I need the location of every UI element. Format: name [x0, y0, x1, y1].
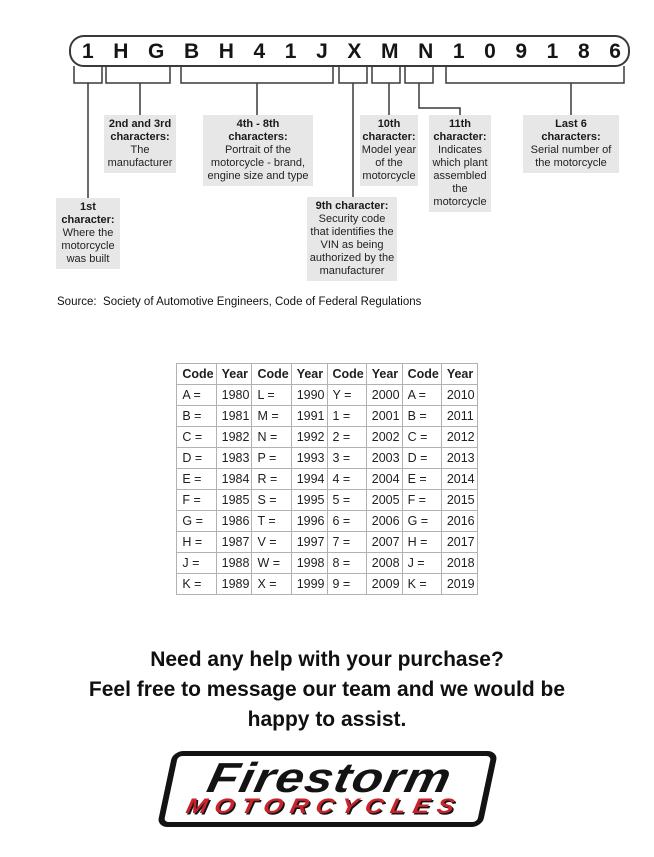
table-cell: 1997	[291, 532, 327, 553]
table-cell: 1 =	[327, 406, 366, 427]
table-cell: J =	[402, 553, 441, 574]
table-cell: G =	[177, 511, 216, 532]
table-cell: T =	[252, 511, 291, 532]
table-cell: 2010	[441, 385, 477, 406]
table-row	[177, 427, 477, 448]
table-row	[177, 574, 477, 595]
label-title-line: 9th character:	[315, 200, 389, 212]
vin-character: 6	[609, 39, 621, 63]
label-body-line: motorcycle	[362, 170, 416, 182]
table-cell: X =	[252, 574, 291, 595]
table-cell: C =	[402, 427, 441, 448]
table-header-cell: Code	[327, 364, 366, 385]
table-cell: 2007	[366, 532, 402, 553]
label-body-line: the motorcycle	[535, 157, 607, 169]
table-cell: 4 =	[327, 469, 366, 490]
table-cell: 2006	[366, 511, 402, 532]
table-cell: B =	[177, 406, 216, 427]
label-title-line: 11th	[448, 118, 471, 130]
table-cell: S =	[252, 490, 291, 511]
table-cell: 1983	[216, 448, 252, 469]
label-title-line: 4th - 8th	[236, 118, 280, 130]
label-title-line: characters:	[228, 131, 288, 143]
label-body-line: Serial number of	[530, 144, 612, 156]
label-body-line: that identifies the	[310, 226, 394, 238]
table-cell: 1984	[216, 469, 252, 490]
label-body-line: was built	[66, 253, 110, 265]
table-cell: 1986	[216, 511, 252, 532]
table-header-cell: Code	[177, 364, 216, 385]
table-cell: 5 =	[327, 490, 366, 511]
table-header-cell: Year	[291, 364, 327, 385]
table-cell: R =	[252, 469, 291, 490]
vin-character: X	[347, 39, 362, 63]
table-cell: 1988	[216, 553, 252, 574]
table-cell: D =	[402, 448, 441, 469]
label-title-line: characters:	[541, 131, 601, 143]
table-cell: 2002	[366, 427, 402, 448]
table-cell: 1994	[291, 469, 327, 490]
table-header-cell: Year	[216, 364, 252, 385]
label-title-line: Last 6	[555, 118, 587, 130]
table-cell: 2008	[366, 553, 402, 574]
table-cell: A =	[402, 385, 441, 406]
table-cell: Y =	[327, 385, 366, 406]
table-cell: H =	[402, 532, 441, 553]
table-cell: 2016	[441, 511, 477, 532]
label-body-line: motorcycle - brand,	[210, 157, 306, 169]
label-body-line: Model year	[361, 144, 417, 156]
help-message	[0, 645, 654, 735]
table-cell: 1996	[291, 511, 327, 532]
help-message-line: Need any help with your purchase?	[150, 648, 504, 671]
firestorm-logo	[0, 751, 654, 827]
vin-characters	[71, 41, 628, 62]
label-box-4th-8th-characters	[203, 115, 313, 186]
logo-sticker	[156, 751, 497, 827]
table-header-cell: Code	[252, 364, 291, 385]
table-row	[177, 448, 477, 469]
table-cell: L =	[252, 385, 291, 406]
table-row	[177, 553, 477, 574]
table-cell: 1985	[216, 490, 252, 511]
table-header-row	[177, 364, 477, 385]
table-cell: 1999	[291, 574, 327, 595]
table-cell: 1981	[216, 406, 252, 427]
label-body-line: assembled	[433, 170, 487, 182]
label-body-line: the	[452, 183, 468, 195]
table-cell: 2003	[366, 448, 402, 469]
label-body-line: manufacturer	[319, 265, 385, 277]
table-cell: F =	[177, 490, 216, 511]
table-cell: 1990	[291, 385, 327, 406]
table-cell: 2015	[441, 490, 477, 511]
vin-character: B	[183, 39, 200, 63]
table-cell: F =	[402, 490, 441, 511]
table-header-cell: Code	[402, 364, 441, 385]
label-body-line: authorized by the	[309, 252, 395, 264]
label-body-line: Where the	[62, 227, 114, 239]
table-row	[177, 406, 477, 427]
label-body-line: manufacturer	[107, 157, 173, 169]
table-cell: 2005	[366, 490, 402, 511]
table-cell: 1987	[216, 532, 252, 553]
label-body-line: motorcycle	[61, 240, 115, 252]
table-cell: 1991	[291, 406, 327, 427]
table-cell: V =	[252, 532, 291, 553]
vin-character: G	[148, 39, 165, 63]
label-body-line: Portrait of the	[224, 144, 292, 156]
table-cell: 8 =	[327, 553, 366, 574]
logo-subtitle: MOTORCYCLES	[183, 795, 464, 818]
table-cell: 1992	[291, 427, 327, 448]
label-body-line: The	[130, 144, 150, 156]
vin-character: 1	[284, 39, 297, 63]
table-cell: 6 =	[327, 511, 366, 532]
table-cell: K =	[177, 574, 216, 595]
help-message-line: happy to assist.	[247, 708, 407, 731]
label-box-1st-character	[56, 198, 120, 269]
table-cell: D =	[177, 448, 216, 469]
table-row	[177, 511, 477, 532]
table-cell: 2014	[441, 469, 477, 490]
label-box-10th-character	[360, 115, 418, 186]
vin-character: J	[316, 39, 328, 63]
label-body-line: VIN as being	[320, 239, 384, 251]
label-title-line: 1st	[80, 201, 96, 213]
table-header-cell: Year	[441, 364, 477, 385]
table-cell: 2000	[366, 385, 402, 406]
label-body-line: of the	[375, 157, 403, 169]
table-cell: 1995	[291, 490, 327, 511]
table-cell: 3 =	[327, 448, 366, 469]
table-cell: 2009	[366, 574, 402, 595]
vin-character: H	[113, 39, 129, 63]
vin-box	[69, 35, 630, 67]
table-cell: A =	[177, 385, 216, 406]
table-cell: 2 =	[327, 427, 366, 448]
table-cell: 2017	[441, 532, 477, 553]
table-cell: J =	[177, 553, 216, 574]
label-body-line: Indicates	[437, 144, 483, 156]
table-cell: 1993	[291, 448, 327, 469]
table-row	[177, 469, 477, 490]
table-cell: E =	[402, 469, 441, 490]
vin-breakdown-diagram	[0, 0, 654, 330]
table-cell: 7 =	[327, 532, 366, 553]
table-cell: 9 =	[327, 574, 366, 595]
table-row	[177, 490, 477, 511]
year-table-body	[177, 385, 477, 595]
table-cell: 2019	[441, 574, 477, 595]
vin-character: 1	[546, 39, 559, 63]
table-cell: 2018	[441, 553, 477, 574]
label-title-line: character:	[61, 214, 115, 226]
table-cell: 2013	[441, 448, 477, 469]
vin-character: H	[218, 39, 234, 63]
source-note: Source: Society of Automotive Engineers, Code of Federal Regulations	[57, 296, 422, 308]
table-cell: 2004	[366, 469, 402, 490]
table-cell: E =	[177, 469, 216, 490]
table-cell: 1989	[216, 574, 252, 595]
table-cell: H =	[177, 532, 216, 553]
year-table-header	[177, 364, 477, 385]
vin-character: 0	[484, 39, 496, 63]
table-cell: 1998	[291, 553, 327, 574]
table-cell: 2001	[366, 406, 402, 427]
logo-wordmark: Firestorm	[202, 754, 457, 801]
table-cell: K =	[402, 574, 441, 595]
label-box-9th-character	[307, 197, 397, 281]
vin-character: N	[418, 39, 434, 63]
table-cell: N =	[252, 427, 291, 448]
label-title-line: character:	[362, 131, 416, 143]
table-cell: 1982	[216, 427, 252, 448]
label-title-line: 2nd and 3rd	[108, 118, 172, 130]
table-row	[177, 532, 477, 553]
label-box-last-6-characters	[523, 115, 619, 173]
label-title-line: 10th	[377, 118, 401, 130]
table-cell: 2012	[441, 427, 477, 448]
table-header-cell: Year	[366, 364, 402, 385]
label-body-line: motorcycle	[433, 196, 487, 208]
table-cell: C =	[177, 427, 216, 448]
vin-character: M	[380, 39, 399, 63]
vin-character: 4	[253, 39, 266, 63]
table-cell: 2011	[441, 406, 477, 427]
table-cell: B =	[402, 406, 441, 427]
table-cell: G =	[402, 511, 441, 532]
table-cell: W =	[252, 553, 291, 574]
table-cell: 1980	[216, 385, 252, 406]
year-code-table	[176, 363, 477, 595]
vin-character: 1	[452, 39, 465, 63]
vin-character: 9	[515, 39, 528, 63]
table-cell: P =	[252, 448, 291, 469]
table-row	[177, 385, 477, 406]
vin-character: 8	[577, 39, 590, 63]
label-title-line: characters:	[110, 131, 170, 143]
label-body-line: which plant	[432, 157, 488, 169]
label-title-line: character:	[433, 131, 487, 143]
label-body-line: engine size and type	[207, 170, 309, 182]
help-message-line: Feel free to message our team and we would be	[88, 678, 566, 701]
label-body-line: Security code	[318, 213, 386, 225]
label-box-11th-character	[429, 115, 491, 212]
label-box-2nd-3rd-characters	[104, 115, 176, 173]
vin-character: 1	[82, 39, 94, 63]
table-cell: M =	[252, 406, 291, 427]
